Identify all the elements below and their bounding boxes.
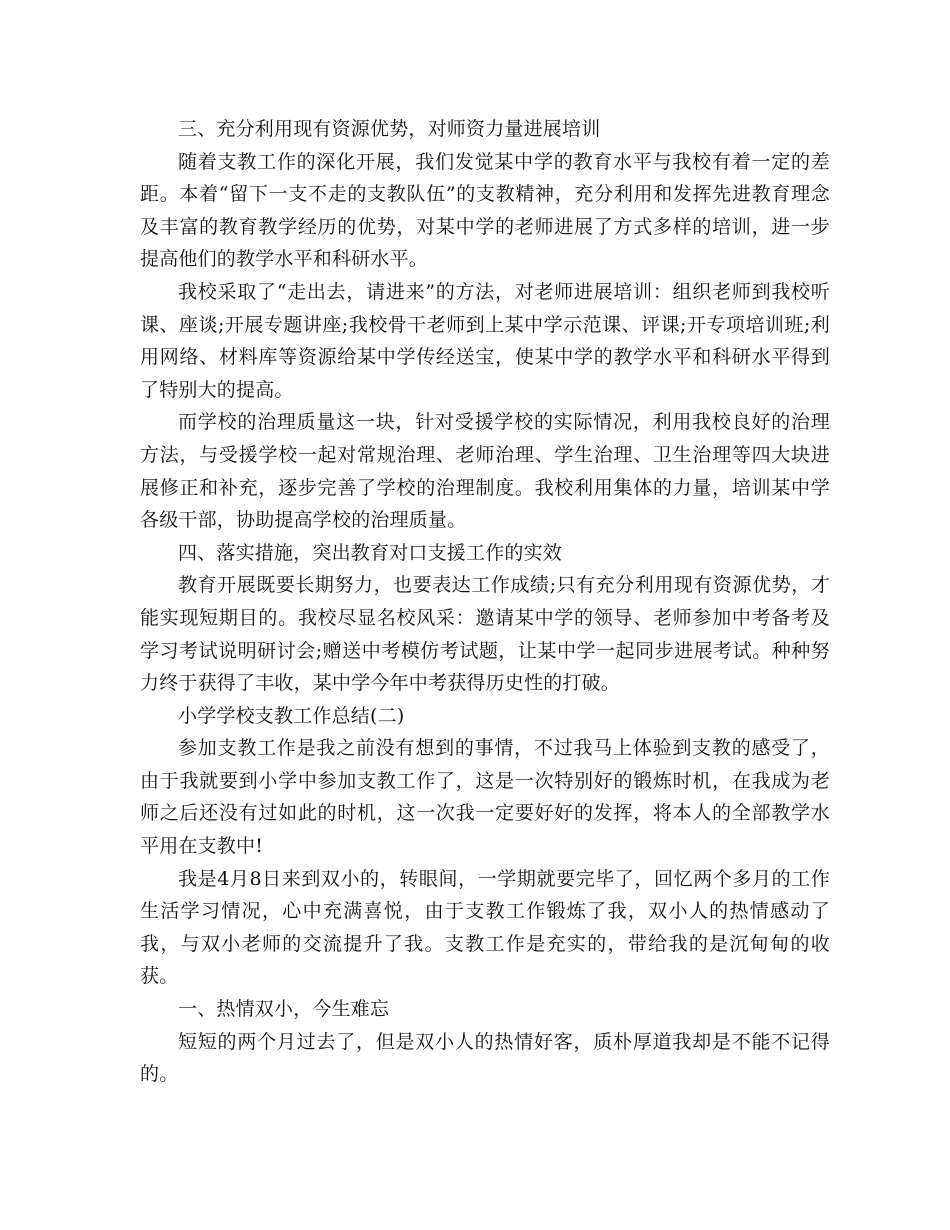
section-heading-4: 四、落实措施，突出教育对口支援工作的实效 bbox=[178, 541, 563, 564]
paragraph-4: 教育开展既要长期努力，也要表达工作成绩;只有充分利用现有资源优势，才能实现短期目的。我校尽显名校风采：邀请某中学的领导、老师参加中考备考及学习考试说明研讨会;赠送中考模仿考试题，让某中学一起同步进展考试。种种努力终于获得了丰收，某中学今年中考获得历史性的打破。 bbox=[140, 574, 830, 695]
section-heading-1: 一、热情双小，今生难忘 bbox=[178, 998, 390, 1021]
paragraph-1: 随着支教工作的深化开展，我们发觉某中学的教育水平与我校有着一定的差距。本着“留下一支不走的支教队伍”的支教精神，充分利用和发挥先进教育理念及丰富的教育教学经历的优势，对某中学的老师进展了方式多样的培训，进一步提高他们的教学水平和科研水平。 bbox=[140, 150, 830, 271]
paragraph-5: 参加支教工作是我之前没有想到的事情，不过我马上体验到支教的感受了，由于我就要到小学中参加支教工作了，这是一次特别好的锻炼时机，在我成为老师之后还没有过如此的时机，这一次我一定要好好的发挥，将本人的全部教学水平用在支教中! bbox=[140, 737, 830, 858]
document-subtitle: 小学学校支教工作总结(二) bbox=[178, 704, 405, 727]
paragraph-2: 我校采取了“走出去，请进来”的方法，对老师进展培训：组织老师到我校听课、座谈;开展专题讲座;我校骨干老师到上某中学示范课、评课;开专项培训班;利用网络、材料库等资源给某中学传经送宝，使某中学的教学水平和科研水平得到了特别大的提高。 bbox=[140, 280, 830, 401]
document-page bbox=[140, 113, 830, 1091]
section-heading-3: 三、充分利用现有资源优势，对师资力量进展培训 bbox=[178, 118, 601, 140]
paragraph-6: 我是4月8日来到双小的，转眼间，一学期就要完毕了，回忆两个多月的工作生活学习情况，心中充满喜悦，由于支教工作锻炼了我，双小人的热情感动了我，与双小老师的交流提升了我。支教工作是充实的，带给我的是沉甸甸的收获。 bbox=[140, 867, 830, 988]
paragraph-3: 而学校的治理质量这一块，针对受援学校的实际情况，利用我校良好的治理方法，与受援学校一起对常规治理、老师治理、学生治理、卫生治理等四大块进展修正和补充，逐步完善了学校的治理制度。我校利用集体的力量，培训某中学各级干部，协助提高学校的治理质量。 bbox=[140, 411, 830, 532]
paragraph-7: 短短的两个月过去了，但是双小人的热情好客，质朴厚道我却是不能不记得的。 bbox=[140, 1030, 830, 1086]
